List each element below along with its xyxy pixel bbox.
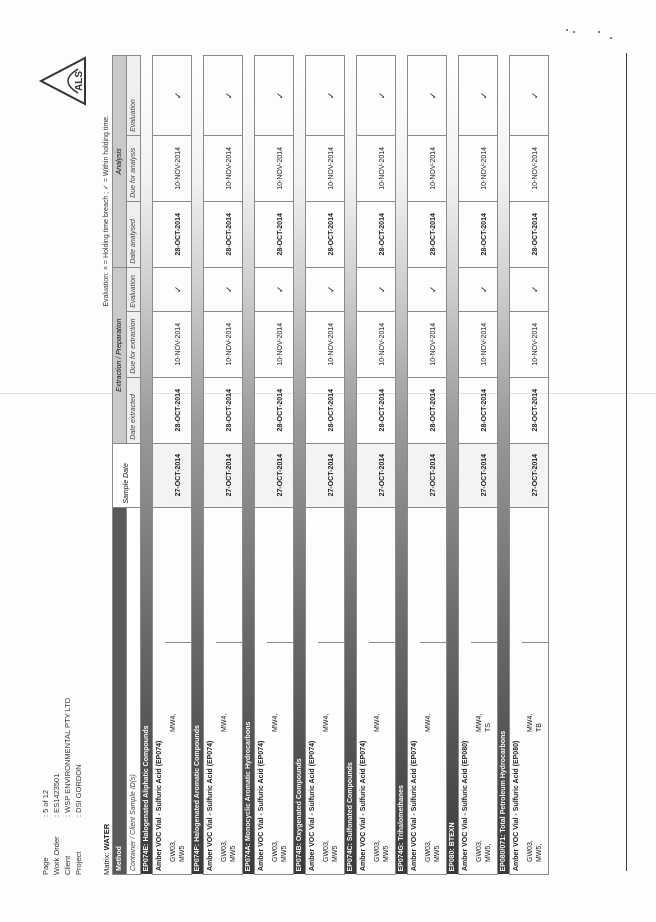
method-name: EP074A: Monocyclic Aromatic Hydrocarbons bbox=[243, 56, 255, 875]
date-extracted: 28-OCT-2014 bbox=[369, 377, 396, 443]
evaluation-ext-check: ✓ bbox=[165, 267, 192, 311]
evaluation-ext-check: ✓ bbox=[216, 267, 243, 311]
due-extraction: 10-NOV-2014 bbox=[471, 311, 498, 377]
col-sample-date: Sample Date bbox=[113, 443, 141, 507]
col-due-analysis: Due for analysis bbox=[127, 135, 141, 201]
header-row bbox=[51, 698, 62, 875]
container-name: Amber VOC Vial - Sulfuric Acid (EP080) bbox=[459, 507, 472, 874]
container-name: Amber VOC Vial - Sulfuric Acid (EP074) bbox=[153, 507, 166, 874]
due-analysis: 10-NOV-2014 bbox=[369, 135, 396, 201]
method-group-row bbox=[294, 56, 306, 875]
sample-id: MW5, bbox=[485, 843, 492, 862]
sample-id: MW4, bbox=[221, 713, 228, 732]
header-label: Client bbox=[63, 855, 72, 875]
col-analysis: Analysis bbox=[113, 56, 127, 268]
holding-time-table bbox=[112, 55, 549, 875]
sample-date: 27-OCT-2014 bbox=[471, 443, 498, 507]
sample-id: GW03, bbox=[323, 840, 330, 862]
method-name: EP080: BTEXN bbox=[447, 56, 459, 875]
evaluation-an-check: ✓ bbox=[267, 56, 294, 136]
method-group-row bbox=[498, 56, 510, 875]
sample-id: GW03, bbox=[221, 840, 228, 862]
due-extraction: 10-NOV-2014 bbox=[165, 311, 192, 377]
evaluation-an-check: ✓ bbox=[522, 56, 549, 136]
date-analysed: 28-OCT-2014 bbox=[420, 201, 447, 267]
sample-id: GW03, bbox=[374, 840, 381, 862]
header-row bbox=[73, 698, 84, 875]
matrix-label: Matrix: WATER bbox=[102, 823, 111, 875]
sample-id: MW5 bbox=[434, 845, 441, 862]
sample-id: MW4, bbox=[425, 713, 432, 732]
due-analysis: 10-NOV-2014 bbox=[216, 135, 243, 201]
sample-id: MW5 bbox=[332, 845, 339, 862]
sample-id: TB bbox=[536, 723, 543, 732]
col-due-extraction: Due for extraction bbox=[127, 311, 141, 377]
due-analysis: 10-NOV-2014 bbox=[420, 135, 447, 201]
als-logo bbox=[38, 55, 90, 107]
evaluation-legend: Evaluation: × = Holding time breach ; ✓ = Within holding time. bbox=[103, 115, 110, 307]
evaluation-ext-check: ✓ bbox=[267, 267, 294, 311]
evaluation-an-check: ✓ bbox=[471, 56, 498, 136]
container-name: Amber VOC Vial - Sulfuric Acid (EP074) bbox=[204, 507, 217, 874]
col-date-analysed: Date analysed bbox=[127, 201, 141, 267]
header-row bbox=[62, 698, 73, 875]
rotated-report bbox=[40, 55, 620, 875]
method-name: EP074C: Sulfonated Compounds bbox=[345, 56, 357, 875]
due-analysis: 10-NOV-2014 bbox=[522, 135, 549, 201]
date-analysed: 28-OCT-2014 bbox=[267, 201, 294, 267]
sample-row bbox=[369, 56, 396, 875]
method-group-row bbox=[192, 56, 204, 875]
due-analysis: 10-NOV-2014 bbox=[318, 135, 345, 201]
sample-id: MW4, bbox=[272, 713, 279, 732]
evaluation-ext-check: ✓ bbox=[522, 267, 549, 311]
sample-row bbox=[216, 56, 243, 875]
scan-speck bbox=[610, 37, 612, 39]
due-analysis: 10-NOV-2014 bbox=[165, 135, 192, 201]
sample-id: MW5 bbox=[230, 845, 237, 862]
page-margin-rule bbox=[626, 53, 627, 871]
container-name: Amber VOC Vial - Sulfuric Acid (EP080) bbox=[510, 507, 523, 874]
col-evaluation-ext: Evaluation bbox=[127, 267, 141, 311]
evaluation-an-check: ✓ bbox=[165, 56, 192, 136]
evaluation-ext-check: ✓ bbox=[420, 267, 447, 311]
due-extraction: 10-NOV-2014 bbox=[420, 311, 447, 377]
container-name: Amber VOC Vial - Sulfuric Acid (EP074) bbox=[357, 507, 370, 874]
due-extraction: 10-NOV-2014 bbox=[522, 311, 549, 377]
method-group-row bbox=[447, 56, 459, 875]
date-analysed: 28-OCT-2014 bbox=[369, 201, 396, 267]
container-name: Amber VOC Vial - Sulfuric Acid (EP074) bbox=[255, 507, 268, 874]
container-row bbox=[357, 56, 370, 875]
scan-speck bbox=[566, 29, 568, 31]
sample-id: TS bbox=[485, 723, 492, 732]
date-extracted: 28-OCT-2014 bbox=[165, 377, 192, 443]
evaluation-ext-check: ✓ bbox=[369, 267, 396, 311]
method-name: EP080/071: Total Petroleum Hydrocarbons bbox=[498, 56, 510, 875]
due-extraction: 10-NOV-2014 bbox=[267, 311, 294, 377]
date-analysed: 28-OCT-2014 bbox=[522, 201, 549, 267]
evaluation-an-check: ✓ bbox=[216, 56, 243, 136]
container-row bbox=[510, 56, 523, 875]
header-label: Page bbox=[41, 857, 50, 875]
header-value: : ES1423501 bbox=[52, 773, 61, 817]
sample-id: GW03, bbox=[170, 840, 177, 862]
evaluation-an-check: ✓ bbox=[318, 56, 345, 136]
report-header bbox=[40, 698, 84, 875]
sample-id: MW4, bbox=[527, 713, 534, 732]
evaluation-an-check: ✓ bbox=[369, 56, 396, 136]
sample-id: MW5 bbox=[281, 845, 288, 862]
date-extracted: 28-OCT-2014 bbox=[522, 377, 549, 443]
date-extracted: 28-OCT-2014 bbox=[216, 377, 243, 443]
sample-date: 27-OCT-2014 bbox=[420, 443, 447, 507]
date-extracted: 28-OCT-2014 bbox=[267, 377, 294, 443]
due-analysis: 10-NOV-2014 bbox=[267, 135, 294, 201]
date-analysed: 28-OCT-2014 bbox=[471, 201, 498, 267]
evaluation-ext-check: ✓ bbox=[471, 267, 498, 311]
col-method: Method bbox=[113, 507, 127, 874]
sample-id: MW5, bbox=[536, 843, 543, 862]
sample-row bbox=[165, 56, 192, 875]
sample-row bbox=[318, 56, 345, 875]
sample-row bbox=[522, 56, 549, 875]
col-evaluation-an: Evaluation bbox=[127, 56, 141, 136]
sample-date: 27-OCT-2014 bbox=[267, 443, 294, 507]
container-row bbox=[306, 56, 319, 875]
due-analysis: 10-NOV-2014 bbox=[471, 135, 498, 201]
header-label: Work Order bbox=[52, 836, 61, 875]
sample-id: MW5 bbox=[179, 845, 186, 862]
container-row bbox=[255, 56, 268, 875]
due-extraction: 10-NOV-2014 bbox=[216, 311, 243, 377]
evaluation-an-check: ✓ bbox=[420, 56, 447, 136]
due-extraction: 10-NOV-2014 bbox=[318, 311, 345, 377]
method-group-row bbox=[396, 56, 408, 875]
sample-id: MW4, bbox=[323, 713, 330, 732]
method-group-row bbox=[243, 56, 255, 875]
sample-date: 27-OCT-2014 bbox=[522, 443, 549, 507]
container-name: Amber VOC Vial - Sulfuric Acid (EP074) bbox=[306, 507, 319, 874]
sample-date: 27-OCT-2014 bbox=[165, 443, 192, 507]
header-value: : WSP ENVIRONMENTAL PTY LTD bbox=[63, 697, 72, 817]
sample-row bbox=[267, 56, 294, 875]
container-row bbox=[459, 56, 472, 875]
col-extraction: Extraction / Preparation bbox=[113, 267, 127, 443]
sample-id: GW03, bbox=[527, 840, 534, 862]
sample-id: GW03, bbox=[476, 840, 483, 862]
container-row bbox=[408, 56, 421, 875]
container-row bbox=[204, 56, 217, 875]
header-value: : 5 of 12 bbox=[41, 789, 50, 817]
sample-id: MW4, bbox=[170, 713, 177, 732]
sample-id: MW4, bbox=[476, 713, 483, 732]
sample-id: GW03, bbox=[425, 840, 432, 862]
date-extracted: 28-OCT-2014 bbox=[420, 377, 447, 443]
scan-speck bbox=[573, 31, 575, 33]
due-extraction: 10-NOV-2014 bbox=[369, 311, 396, 377]
sample-date: 27-OCT-2014 bbox=[318, 443, 345, 507]
sample-row bbox=[420, 56, 447, 875]
svg-text:ALS: ALS bbox=[74, 71, 85, 91]
sample-date: 27-OCT-2014 bbox=[216, 443, 243, 507]
scan-speck bbox=[598, 31, 600, 33]
sample-date: 27-OCT-2014 bbox=[369, 443, 396, 507]
method-name: EP074E: Halogenated Aliphatic Compounds bbox=[141, 56, 153, 875]
header-label: Project bbox=[74, 851, 83, 875]
sample-id: MW4, bbox=[374, 713, 381, 732]
method-group-row bbox=[345, 56, 357, 875]
method-name: EP074B: Oxygenated Compounds bbox=[294, 56, 306, 875]
col-container: Container / Client Sample ID(s) bbox=[127, 507, 141, 874]
date-analysed: 28-OCT-2014 bbox=[318, 201, 345, 267]
sample-id: GW03, bbox=[272, 840, 279, 862]
date-extracted: 28-OCT-2014 bbox=[471, 377, 498, 443]
header-row bbox=[40, 698, 51, 875]
container-row bbox=[153, 56, 166, 875]
date-analysed: 28-OCT-2014 bbox=[216, 201, 243, 267]
date-extracted: 28-OCT-2014 bbox=[318, 377, 345, 443]
col-date-extracted: Date extracted bbox=[127, 377, 141, 443]
method-name: EP074G: Trihalomethanes bbox=[396, 56, 408, 875]
header-value: : DSI GORDON bbox=[74, 764, 83, 817]
sample-row bbox=[471, 56, 498, 875]
sample-id: MW5 bbox=[383, 845, 390, 862]
date-analysed: 28-OCT-2014 bbox=[165, 201, 192, 267]
method-group-row bbox=[141, 56, 153, 875]
container-name: Amber VOC Vial - Sulfuric Acid (EP074) bbox=[408, 507, 421, 874]
evaluation-ext-check: ✓ bbox=[318, 267, 345, 311]
method-name: EP074F: Halogenated Aromatic Compounds bbox=[192, 56, 204, 875]
